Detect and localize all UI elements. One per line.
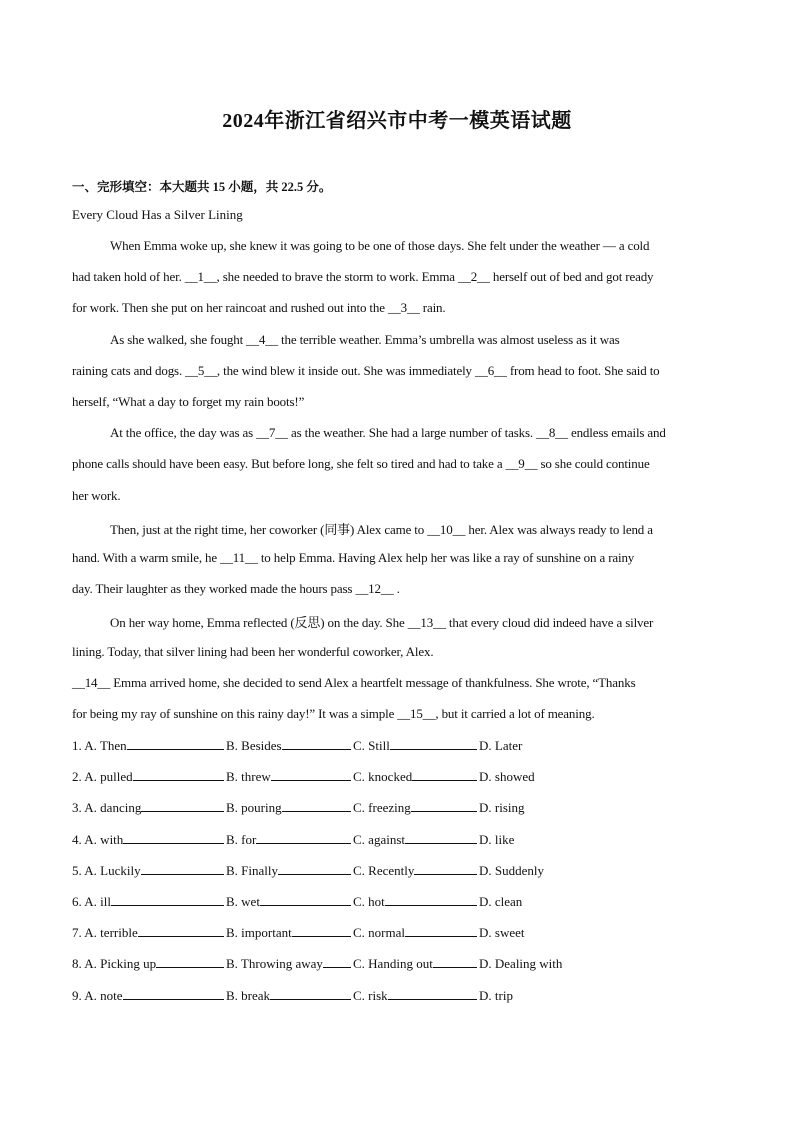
answer-line	[405, 832, 477, 844]
option-text: C. Recently	[353, 862, 415, 878]
option-text: D. Later	[479, 738, 523, 753]
option-text: A. ill	[84, 894, 112, 909]
question-number: 1.	[72, 738, 82, 753]
option-text: A. pulled	[84, 769, 133, 785]
option-text: B. wet	[226, 894, 260, 909]
option-text: D. Suddenly	[479, 862, 544, 878]
answer-line	[138, 925, 224, 937]
option-text: C. normal	[353, 925, 405, 941]
option-a	[72, 738, 224, 754]
option-text: D. like	[479, 831, 515, 847]
question-number: 9.	[72, 987, 82, 1003]
option-b	[226, 832, 351, 848]
option-text: C. Handing out	[353, 956, 433, 972]
option-text: A. dancing	[84, 800, 142, 816]
option-text: C. Still	[353, 738, 390, 753]
option-text: C. freezing	[353, 800, 411, 816]
passage-line: lining. Today, that silver lining had been her wonderful coworker, Alex.	[72, 643, 434, 659]
passage-line: phone calls should have been easy. But before long, she felt so tired and had to take a __9__ so she could continue	[72, 456, 650, 472]
option-c	[353, 769, 477, 785]
option-text: A. with	[84, 831, 124, 847]
option-a	[72, 769, 224, 785]
option-text: D. clean	[479, 894, 523, 909]
passage-line: had taken hold of her. __1__, she needed to brave the storm to work. Emma __2__ herself out of bed and got ready	[72, 269, 654, 285]
answer-line	[123, 832, 224, 844]
option-d	[479, 988, 513, 1004]
option-text: D. trip	[479, 987, 513, 1003]
option-c	[353, 863, 477, 879]
option-text: B. break	[226, 987, 271, 1003]
answer-line	[412, 769, 477, 781]
option-a	[72, 800, 224, 816]
section-heading: 一、完形填空：本大题共 15 小题，共 22.5 分。	[72, 180, 332, 194]
option-a	[72, 988, 224, 1004]
answer-line	[292, 925, 351, 937]
option-b	[226, 800, 351, 816]
passage-line: day. Their laughter as they worked made the hours pass __12__ .	[72, 581, 400, 597]
option-c	[353, 832, 477, 848]
answer-line	[390, 738, 477, 750]
passage-line: raining cats and dogs. __5__, the wind blew it inside out. She was immediately __6__ from head to foot. She said to	[72, 362, 660, 378]
option-c	[353, 956, 477, 972]
answer-line	[411, 800, 477, 812]
option-text: D. sweet	[479, 925, 525, 941]
option-c	[353, 894, 477, 910]
passage-line: On her way home, Emma reflected (反思) on the day. She __13__ that every cloud did indeed have a silver	[110, 615, 654, 631]
option-a	[72, 894, 224, 910]
option-text: A. Luckily	[84, 862, 141, 878]
answer-line	[133, 769, 224, 781]
answer-line	[123, 988, 224, 1000]
option-text: B. threw	[226, 769, 271, 785]
question-number: 7.	[72, 925, 82, 941]
option-d	[479, 832, 514, 848]
passage-line: for work. Then she put on her raincoat and rushed out into the __3__ rain.	[72, 300, 446, 316]
option-d	[479, 925, 525, 941]
passage-line: As she walked, she fought __4__ the terrible weather. Emma’s umbrella was almost useless as it was	[110, 331, 620, 347]
option-text: B. for	[226, 831, 257, 847]
option-c	[353, 738, 477, 754]
option-d	[479, 894, 522, 910]
answer-line	[270, 988, 351, 1000]
question-number: 6.	[72, 894, 82, 909]
option-d	[479, 956, 562, 972]
option-text: B. pouring	[226, 800, 282, 816]
option-a	[72, 863, 224, 879]
answer-line	[111, 894, 224, 906]
option-text: C. knocked	[353, 769, 413, 785]
answer-line	[127, 738, 224, 750]
option-text: D. Dealing with	[479, 956, 563, 972]
option-b	[226, 769, 351, 785]
question-number: 4.	[72, 831, 82, 847]
question-number: 5.	[72, 862, 82, 878]
option-d	[479, 800, 525, 816]
option-a	[72, 956, 224, 972]
option-text: B. important	[226, 925, 292, 941]
option-d	[479, 738, 522, 754]
passage-line: hand. With a warm smile, he __11__ to help Emma. Having Alex help her was like a ray of sunshine on a rainy	[72, 550, 635, 565]
answer-line	[282, 800, 351, 812]
passage-line: At the office, the day was as __7__ as the weather. She had a large number of tasks. __8__ endless emails and	[110, 425, 666, 441]
option-d	[479, 863, 544, 879]
option-text: C. against	[353, 831, 405, 847]
option-b	[226, 863, 351, 879]
answer-line	[405, 925, 477, 937]
option-c	[353, 925, 477, 941]
question-number: 2.	[72, 769, 82, 785]
option-c	[353, 988, 477, 1004]
option-a	[72, 832, 224, 848]
answer-line	[323, 956, 351, 968]
answer-line	[433, 956, 477, 968]
page-title: 2024年浙江省绍兴市中考一模英语试题	[222, 110, 572, 132]
option-b	[226, 925, 351, 941]
answer-line	[156, 956, 224, 968]
answer-line	[278, 863, 351, 875]
answer-line	[282, 738, 351, 750]
answer-line	[414, 863, 477, 875]
passage-title: Every Cloud Has a Silver Lining	[72, 207, 243, 222]
answer-line	[388, 988, 477, 1000]
passage-line: her work.	[72, 487, 121, 503]
option-c	[353, 800, 477, 816]
option-text: C. risk	[353, 987, 388, 1003]
option-text: A. Picking up	[84, 956, 157, 972]
passage-line: for being my ray of sunshine on this rainy day!” It was a simple __15__, but it carried a lot of meaning.	[72, 706, 595, 721]
option-a	[72, 925, 224, 941]
option-text: A. Then	[84, 738, 127, 753]
answer-line	[385, 894, 477, 906]
answer-line	[260, 894, 351, 906]
option-text: C. hot	[353, 894, 385, 909]
passage-line: When Emma woke up, she knew it was going to be one of those days. She felt under the weather — a cold	[110, 238, 650, 253]
option-b	[226, 738, 351, 754]
option-text: B. Besides	[226, 738, 282, 753]
option-text: B. Throwing away	[226, 956, 323, 972]
option-text: D. rising	[479, 800, 525, 816]
option-b	[226, 894, 351, 910]
answer-line	[141, 863, 224, 875]
answer-line	[271, 769, 351, 781]
option-text: D. showed	[479, 769, 535, 785]
option-text: B. Finally	[226, 862, 279, 878]
question-number: 3.	[72, 800, 82, 816]
option-text: A. terrible	[84, 925, 138, 941]
option-b	[226, 988, 351, 1004]
answer-line	[256, 832, 351, 844]
passage-line: __14__ Emma arrived home, she decided to send Alex a heartfelt message of thankfulness. She wrote, “Thanks	[72, 674, 636, 690]
option-b	[226, 956, 351, 972]
question-number: 8.	[72, 956, 82, 972]
option-text: A. note	[84, 987, 123, 1003]
option-d	[479, 769, 535, 785]
passage-line: herself, “What a day to forget my rain boots!”	[72, 394, 305, 409]
passage-line: Then, just at the right time, her coworker (同事) Alex came to __10__ her. Alex was always ready to lend a	[110, 521, 653, 537]
answer-line	[141, 800, 224, 812]
